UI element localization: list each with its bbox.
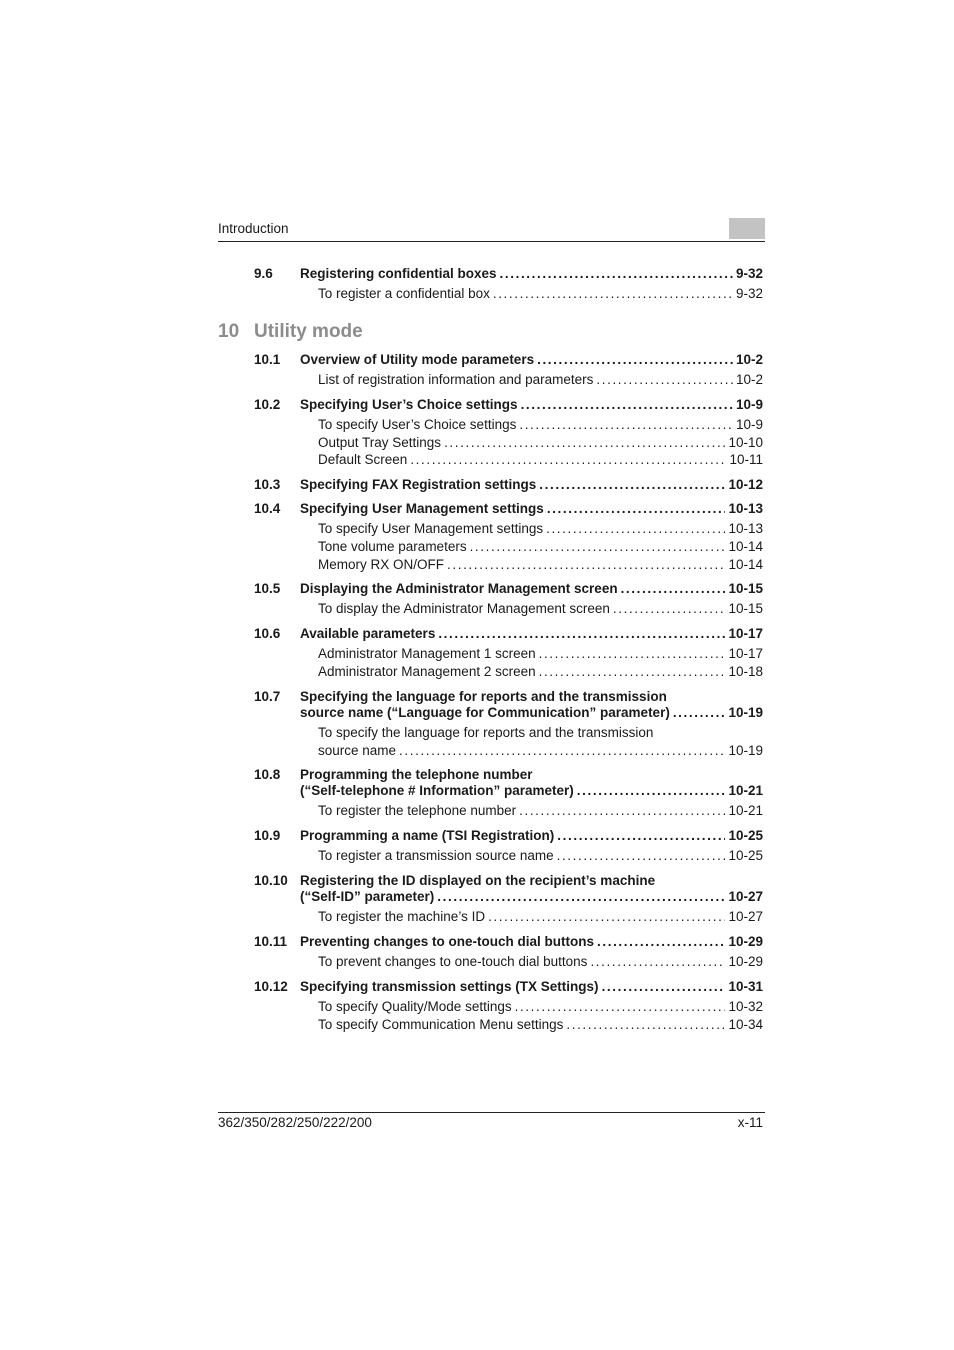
toc-subentry-page: 10-27 [728, 909, 763, 924]
toc-entry-leader-dots [577, 783, 726, 799]
toc-subentry-line [318, 416, 763, 434]
toc-entry-number: 10.1 [254, 352, 281, 367]
toc-subentry[interactable] [318, 285, 763, 303]
toc-subentry-line [318, 371, 763, 389]
toc-subentry-title: Output Tray Settings [318, 435, 442, 450]
toc-subentry-page: 10-18 [728, 664, 763, 679]
toc-subentry-page: 10-2 [735, 372, 763, 387]
toc-entry-title: (“Self-ID” parameter) [300, 889, 435, 904]
header-divider [218, 241, 765, 242]
toc-entry-title: Preventing changes to one-touch dial buttons [300, 934, 595, 949]
toc-entry-leader-dots [539, 477, 725, 493]
toc-subentry-title: Memory RX ON/OFF [318, 557, 445, 572]
toc-entry-leader-dots [621, 581, 726, 597]
footer-model: 362/350/282/250/222/200 [218, 1115, 372, 1130]
toc-entry-title: source name (“Language for Communication” parameter) [300, 705, 670, 720]
toc-subentry-line [318, 434, 763, 452]
toc-subentry-leader-dots [596, 371, 733, 389]
toc-entry-line [300, 783, 763, 799]
toc-subentry-leader-dots [519, 416, 733, 434]
toc-subentry-page: 10-9 [735, 417, 763, 432]
toc-entry-heading [300, 581, 763, 597]
toc-entry-heading [300, 397, 763, 413]
toc-entry-line [300, 352, 763, 368]
toc-entry-page: 9-32 [735, 266, 763, 281]
toc-entry-page: 10-31 [728, 979, 763, 994]
toc-entry-page: 10-9 [735, 397, 763, 412]
toc-subentry-leader-dots [470, 538, 726, 556]
toc-subentry-title: To register the telephone number [318, 803, 517, 818]
toc-subentry-page: 10-14 [728, 539, 763, 554]
toc-entry-number: 10.9 [254, 828, 281, 843]
toc-subentry-leader-dots [444, 434, 725, 452]
toc-subentry-title: To specify User Management settings [318, 521, 544, 536]
toc-entry-leader-dots [557, 828, 725, 844]
toc-subentry-title: To register a confidential box [318, 286, 490, 301]
toc-subentry[interactable] [318, 847, 763, 865]
toc-entry-line [300, 501, 763, 517]
toc-subentry-title: To prevent changes to one-touch dial buttons [318, 954, 588, 969]
toc-entry-page: 10-21 [728, 783, 763, 798]
toc-entry-page: 10-25 [728, 828, 763, 843]
toc-entry-page: 10-27 [728, 889, 763, 904]
toc-entry-heading [300, 501, 763, 517]
toc-subentry-page: 10-10 [728, 435, 763, 450]
toc-entry-line [300, 934, 763, 950]
toc-entry-line [300, 266, 763, 282]
toc-subentry[interactable] [318, 520, 763, 538]
toc-entry-leader-dots [438, 626, 725, 642]
toc-entry-title: Available parameters [300, 626, 436, 641]
toc-subentry-title: To display the Administrator Management screen [318, 601, 610, 616]
toc-subentry-page: 10-13 [728, 521, 763, 536]
toc-subentry-page: 10-29 [728, 954, 763, 969]
toc-subentry-title: To register the machine’s ID [318, 909, 486, 924]
toc-subentry[interactable] [318, 434, 763, 452]
toc-entry-leader-dots [673, 705, 726, 721]
toc-subentry-page: 10-21 [728, 803, 763, 818]
toc-subentry-leader-dots [557, 847, 726, 865]
toc-subentry-line [318, 998, 763, 1016]
toc-subentry-line [318, 908, 763, 926]
toc-subentry-line [318, 451, 763, 469]
toc-entry-leader-dots [597, 934, 725, 950]
toc-entry-title: Specifying User’s Choice settings [300, 397, 518, 412]
toc-entry-page: 10-13 [728, 501, 763, 516]
toc-subentry[interactable] [318, 908, 763, 926]
toc-entry-line [300, 397, 763, 413]
toc-entry-line [300, 705, 763, 721]
toc-subentry-page: 9-32 [735, 286, 763, 301]
toc-subentry[interactable] [318, 371, 763, 389]
toc-entry-page: 10-12 [728, 477, 763, 492]
toc-subentry-title: To specify User’s Choice settings [318, 417, 517, 432]
toc-entry-number: 10.8 [254, 767, 281, 782]
toc-subentry[interactable] [318, 645, 763, 663]
toc-subentry[interactable] [318, 998, 763, 1016]
toc-entry-leader-dots [437, 889, 725, 905]
toc-entry-line [300, 828, 763, 844]
footer-page-number: x-11 [737, 1115, 763, 1130]
toc-subentry-title-line1: To specify the language for reports and the transmission [318, 725, 654, 740]
toc-subentry[interactable] [318, 538, 763, 556]
toc-entry-heading [300, 477, 763, 493]
toc-subentry-page: 10-25 [728, 848, 763, 863]
toc-entry-title: Registering confidential boxes [300, 266, 497, 281]
toc-entry-title: Programming a name (TSI Registration) [300, 828, 555, 843]
toc-entry-heading [300, 873, 763, 905]
toc-entry-title: Specifying transmission settings (TX Settings) [300, 979, 599, 994]
toc-entry-heading [300, 828, 763, 844]
toc-subentry[interactable] [318, 416, 763, 434]
toc-subentry-line [318, 520, 763, 538]
toc-entry-title: Displaying the Administrator Management screen [300, 581, 618, 596]
toc-entry-number: 10.2 [254, 397, 281, 412]
toc-subentry-line [318, 1016, 763, 1034]
toc-subentry-title: Administrator Management 1 screen [318, 646, 536, 661]
toc-subentry-leader-dots [493, 285, 733, 303]
toc-subentry[interactable] [318, 802, 763, 820]
chapter-title: Utility mode [254, 321, 363, 342]
toc-entry-leader-dots [537, 352, 733, 368]
toc-entry-number: 9.6 [254, 266, 273, 281]
toc-subentry-line [318, 953, 763, 971]
toc-subentry-line [318, 663, 763, 681]
chapter-heading [218, 321, 363, 343]
toc-subentry-line [318, 556, 763, 574]
toc-subentry-title: To register a transmission source name [318, 848, 554, 863]
chapter-number: 10 [218, 321, 240, 342]
toc-subentry-title: Tone volume parameters [318, 539, 467, 554]
toc-entry-number: 10.10 [254, 873, 288, 888]
toc-entry-line [300, 581, 763, 597]
toc-entry-line [300, 477, 763, 493]
toc-subentry-leader-dots [613, 600, 726, 618]
header-section-title: Introduction [218, 221, 289, 236]
toc-subentry-line [318, 600, 763, 618]
toc-entry-number: 10.12 [254, 979, 288, 994]
toc-subentry-page: 10-34 [728, 1017, 763, 1032]
toc-entry-page: 10-29 [728, 934, 763, 949]
footer-divider [218, 1112, 765, 1113]
toc-subentry-leader-dots [519, 802, 725, 820]
toc-subentry-line [318, 645, 763, 663]
header-tab-marker [729, 218, 765, 239]
toc-subentry-title: To specify Quality/Mode settings [318, 999, 512, 1014]
toc-subentry-line [318, 285, 763, 303]
toc-entry-title: Specifying FAX Registration settings [300, 477, 537, 492]
toc-subentry[interactable] [318, 600, 763, 618]
toc-subentry-leader-dots [488, 908, 725, 926]
toc-subentry-page: 10-15 [728, 601, 763, 616]
toc-subentry-line [318, 802, 763, 820]
toc-subentry-page: 10-14 [728, 557, 763, 572]
toc-entry-number: 10.7 [254, 689, 281, 704]
toc-subentry[interactable] [318, 1016, 763, 1034]
toc-subentry[interactable] [318, 663, 763, 681]
toc-entry-leader-dots [521, 397, 733, 413]
toc-subentry-page: 10-17 [728, 646, 763, 661]
toc-entry-leader-dots [547, 501, 726, 517]
toc-entry-leader-dots [602, 979, 726, 995]
toc-subentry-leader-dots [447, 556, 725, 574]
toc-subentry-leader-dots [539, 663, 726, 681]
toc-entry-page: 10-2 [735, 352, 763, 367]
toc-entry-page: 10-15 [728, 581, 763, 596]
toc-entry-number: 10.5 [254, 581, 281, 596]
toc-entry-number: 10.3 [254, 477, 281, 492]
toc-entry-line [300, 626, 763, 642]
toc-entry-title-line1: Programming the telephone number [300, 767, 533, 782]
toc-entry-page: 10-19 [728, 705, 763, 720]
toc-subentry-title: source name [318, 743, 397, 758]
toc-entry-number: 10.11 [254, 934, 288, 949]
toc-entry-heading [300, 626, 763, 642]
toc-entry-heading [300, 266, 763, 282]
toc-entry-title-line1: Registering the ID displayed on the recipient’s machine [300, 873, 656, 888]
toc-entry-heading [300, 979, 763, 995]
toc-subentry-leader-dots [539, 645, 726, 663]
toc-entry-heading [300, 767, 763, 799]
toc-subentry[interactable] [318, 724, 763, 760]
toc-entry-title: Overview of Utility mode parameters [300, 352, 535, 367]
toc-subentry[interactable] [318, 953, 763, 971]
toc-entry-heading [300, 689, 763, 721]
toc-entry-heading [300, 352, 763, 368]
toc-subentry-leader-dots [515, 998, 726, 1016]
toc-entry-title: Specifying User Management settings [300, 501, 544, 516]
toc-subentry-title: List of registration information and parameters [318, 372, 594, 387]
toc-entry-leader-dots [500, 266, 733, 282]
toc-entry-page: 10-17 [728, 626, 763, 641]
toc-subentry-line [318, 538, 763, 556]
toc-subentry-page: 10-11 [729, 452, 763, 467]
toc-entry-title-line1: Specifying the language for reports and the transmission [300, 689, 667, 704]
toc-subentry-leader-dots [566, 1016, 725, 1034]
toc-subentry-line [318, 847, 763, 865]
toc-subentry-page: 10-32 [728, 999, 763, 1014]
toc-subentry-leader-dots [546, 520, 725, 538]
toc-subentry-line [318, 742, 763, 760]
toc-subentry[interactable] [318, 556, 763, 574]
toc-entry-heading [300, 934, 763, 950]
toc-subentry-leader-dots [399, 742, 725, 760]
toc-subentry-page: 10-19 [728, 743, 763, 758]
toc-subentry-title: To specify Communication Menu settings [318, 1017, 564, 1032]
toc-entry-title: (“Self-telephone # Information” parameter) [300, 783, 574, 798]
toc-subentry[interactable] [318, 451, 763, 469]
toc-entry-line [300, 979, 763, 995]
toc-subentry-title: Administrator Management 2 screen [318, 664, 536, 679]
toc-entry-line [300, 889, 763, 905]
toc-subentry-leader-dots [410, 451, 726, 469]
toc-entry-number: 10.4 [254, 501, 281, 516]
toc-subentry-leader-dots [590, 953, 725, 971]
toc-entry-number: 10.6 [254, 626, 281, 641]
toc-subentry-title: Default Screen [318, 452, 408, 467]
